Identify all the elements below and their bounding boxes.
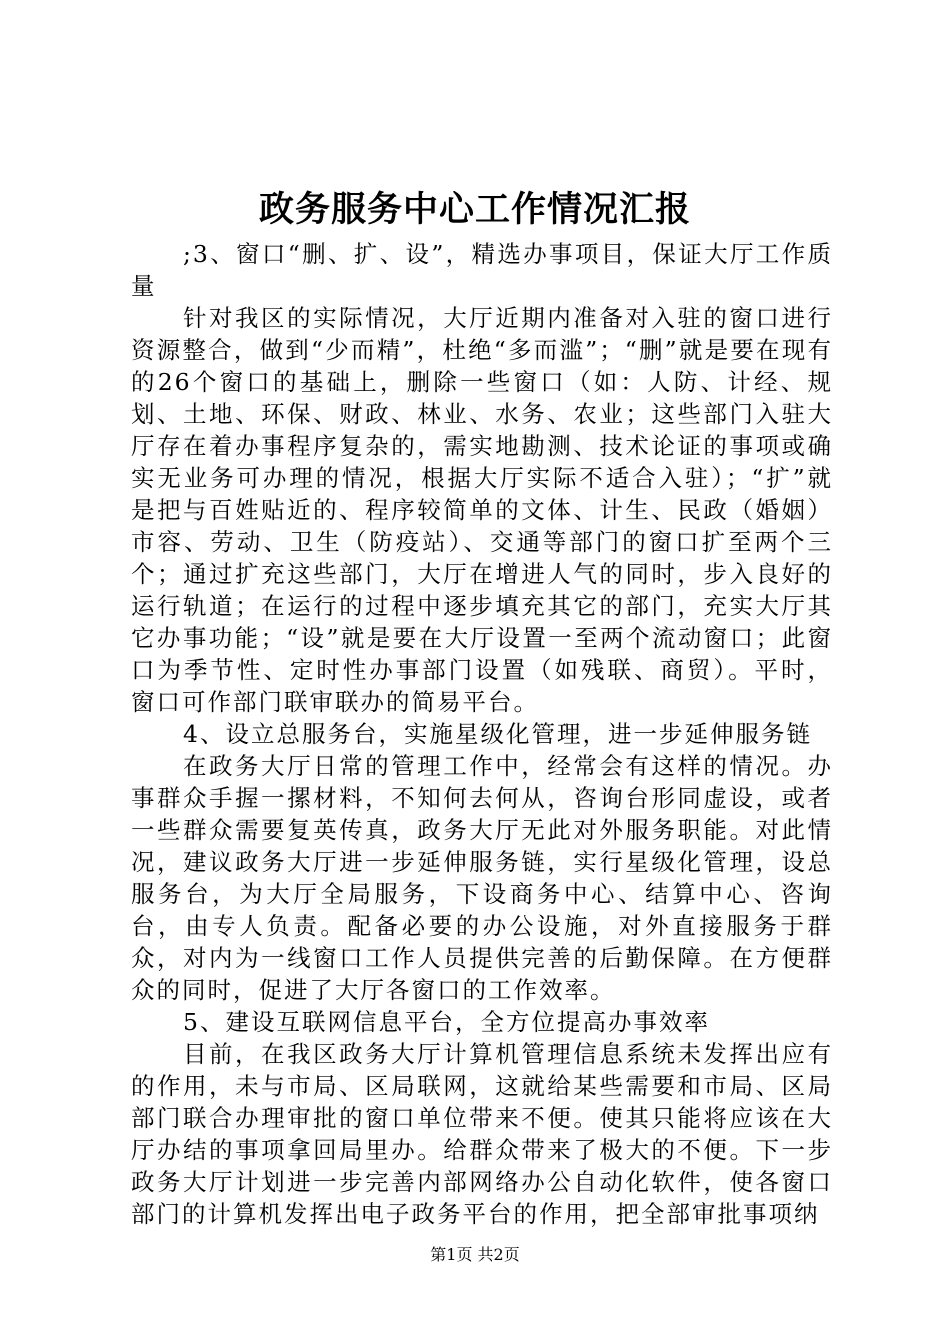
page-number-footer: 第1页 共2页	[430, 1245, 520, 1264]
paragraph-item-5-heading: 5、建设互联网信息平台，全方位提高办事效率	[183, 1008, 710, 1036]
paragraph-service-desk: 在政务大厅日常的管理工作中，经常会有这样的情况。办事群众手握一摞材料，不知何去何从，咨询台形同虚设，或者一些群众需要复英传真，政务大厅无此对外服务职能。对此情况，建议政务大厅进一步延伸服务链，实行星级化管理，设总服务台，为大厅全局服务，下设商务中心、结算中心、咨询台，由专人负责。配备必要的办公设施，对外直接服务于群众，对内为一线窗口工作人员提供完善的后勤保障。在方便群众的同时，促进了大厅各窗口的工作效率。	[131, 752, 833, 1004]
paragraph-item-3-heading: ;3、窗口“删、扩、设”，精选办事项目，保证大厅工作质量	[131, 240, 833, 300]
paragraph-info-platform: 目前，在我区政务大厅计算机管理信息系统未发挥出应有的作用，未与市局、区局联网，这就给某些需要和市局、区局部门联合办理审批的窗口单位带来不便。使其只能将应该在大厅办结的事项拿回局里办。给群众带来了极大的不便。下一步政务大厅计划进一步完善内部网络办公自动化软件，使各窗口部门的计算机发挥出电子政务平台的作用，把全部审批事项纳	[131, 1040, 833, 1228]
paragraph-item-4-heading: 4、设立总服务台，实施星级化管理，进一步延伸服务链	[183, 720, 812, 748]
paragraph-window-adjustment: 针对我区的实际情况，大厅近期内准备对入驻的窗口进行资源整合，做到“少而精”，杜绝“多而滥”；“删”就是要在现有的26个窗口的基础上，删除一些窗口（如：人防、计经、规划、土地、环保、财政、林业、水务、农业；这些部门入驻大厅存在着办事程序复杂的，需实地勘测、技术论证的事项或确实无业务可办理的情况，根据大厅实际不适合入驻）；“扩”就是把与百姓贴近的、程序较简单的文体、计生、民政（婚姻）市容、劳动、卫生（防疫站）、交通等部门的窗口扩至两个三个；通过扩充这些部门，大厅在增进人气的同时，步入良好的运行轨道；在运行的过程中逐步填充其它的部门，充实大厅其它办事功能；“设”就是要在大厅设置一至两个流动窗口；此窗口为季节性、定时性办事部门设置（如残联、商贸）。平时，窗口可作部门联审联办的简易平台。	[131, 304, 833, 716]
document-body	[131, 238, 833, 1230]
document-title: 政务服务中心工作情况汇报	[258, 190, 691, 230]
